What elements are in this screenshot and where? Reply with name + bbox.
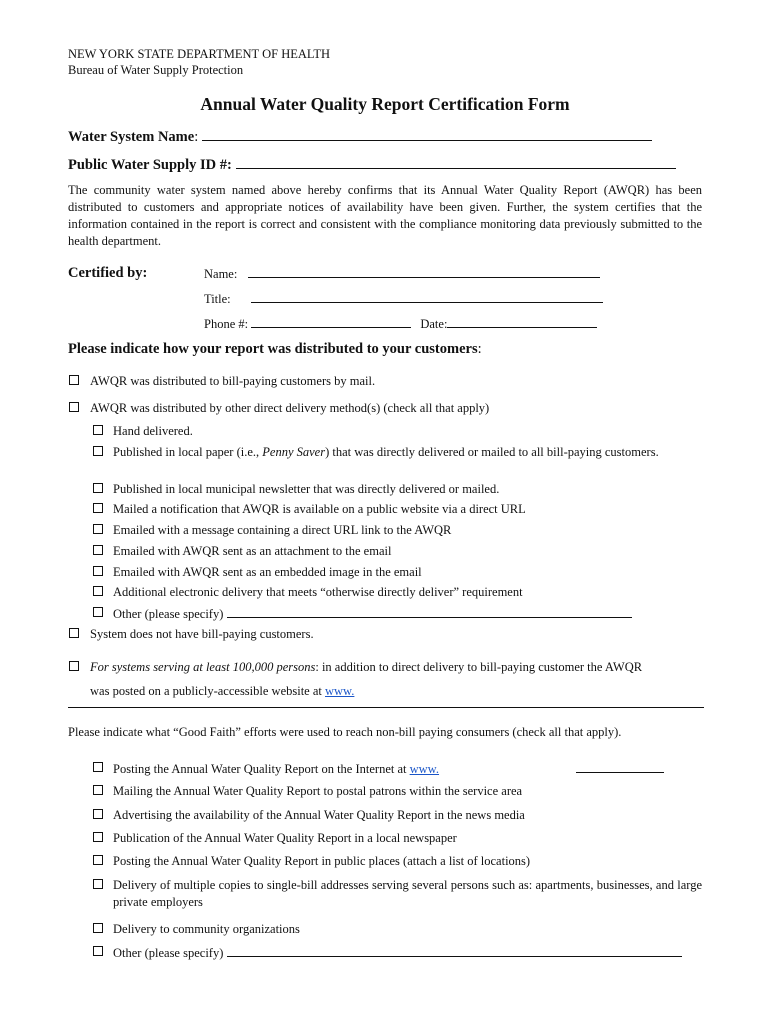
gf-newspaper-label: Publication of the Annual Water Quality Report in a local newspaper — [113, 831, 457, 845]
section-divider — [68, 707, 704, 708]
mail-checkbox[interactable] — [69, 375, 79, 385]
hand-delivered-label: Hand delivered. — [113, 424, 193, 438]
agency-name: NEW YORK STATE DEPARTMENT OF HEALTH — [68, 47, 331, 61]
gf-community-orgs-label: Delivery to community organizations — [113, 922, 300, 936]
large-systems-label: For systems serving at least 100,000 persons: in addition to direct delivery to bill-paying customer the AWQR — [90, 660, 643, 674]
phone-label: Phone #: — [204, 317, 249, 331]
large-systems-checkbox[interactable] — [69, 661, 79, 671]
date-label: Date: — [420, 317, 448, 331]
distribution-question: Please indicate how your report was distributed to your customers: — [68, 341, 482, 357]
additional-electronic-checkbox[interactable] — [93, 586, 103, 596]
bureau-name: Bureau of Water Supply Protection — [68, 63, 244, 77]
gf-other-field[interactable] — [227, 944, 682, 957]
mailed-notification-label: Mailed a notification that AWQR is available on a public website via a direct URL — [113, 502, 526, 516]
phone-date-row — [204, 315, 597, 332]
gf-internet-label: Posting the Annual Water Quality Report on the Internet at — [113, 762, 407, 776]
municipal-newsletter-label: Published in local municipal newsletter that was directly delivered or mailed. — [113, 482, 500, 496]
gf-multiple-copies-label: Delivery of multiple copies to single-bill addresses serving several persons such as: apartments, businesses, and large private employers — [113, 878, 702, 909]
title-field[interactable] — [251, 290, 603, 303]
name-label: Name: — [204, 267, 238, 281]
gf-postal-checkbox[interactable] — [93, 785, 103, 795]
gf-postal-label: Mailing the Annual Water Quality Report to postal patrons within the service area — [113, 784, 523, 798]
municipal-newsletter-checkbox[interactable] — [93, 483, 103, 493]
other-specify-field[interactable] — [227, 605, 632, 618]
gf-public-places-label: Posting the Annual Water Quality Report in public places (attach a list of locations) — [113, 854, 531, 868]
other-direct-option-label: AWQR was distributed by other direct delivery method(s) (check all that apply) — [90, 401, 490, 415]
website-url-field[interactable]: www. — [325, 684, 355, 698]
emailed-attachment-checkbox[interactable] — [93, 545, 103, 555]
local-paper-label: Published in local paper (i.e., Penny Saver) that was directly delivered or mailed to all bill-paying customers. — [113, 445, 659, 459]
no-bill-paying-checkbox[interactable] — [69, 628, 79, 638]
water-system-name-label: Water System Name — [68, 129, 195, 145]
gf-community-orgs-checkbox[interactable] — [93, 923, 103, 933]
other-direct-checkbox[interactable] — [69, 402, 79, 412]
good-faith-question: Please indicate what “Good Faith” efforts were used to reach non-bill paying consumers (check all that apply). — [68, 725, 622, 739]
certification-statement: The community water system named above hereby confirms that its Annual Water Quality Report (AWQR) has been distributed to customers and appropriate notices of availability have been given. Further, the system certifies that the information contained in the report is correct and consistent with the compliance monitoring data previously submitted to the health department. — [68, 183, 702, 248]
public-water-supply-id-field[interactable] — [236, 156, 676, 169]
hand-delivered-checkbox[interactable] — [93, 425, 103, 435]
gf-newspaper-checkbox[interactable] — [93, 832, 103, 842]
penny-saver-text: Penny Saver — [262, 445, 326, 459]
public-water-supply-id-row — [68, 156, 676, 174]
certified-by-heading: Certified by: — [68, 265, 148, 281]
gf-news-media-label: Advertising the availability of the Annual Water Quality Report in the news media — [113, 808, 525, 822]
gf-other-label: Other (please specify) — [113, 946, 224, 960]
other-specify-checkbox[interactable] — [93, 607, 103, 617]
title-label: Title: — [204, 292, 231, 306]
posted-website-row — [90, 683, 677, 700]
mailed-notification-checkbox[interactable] — [93, 503, 103, 513]
emailed-embedded-checkbox[interactable] — [93, 566, 103, 576]
mail-option-label: AWQR was distributed to bill-paying customers by mail. — [90, 374, 376, 388]
emailed-attachment-label: Emailed with AWQR sent as an attachment to the email — [113, 544, 392, 558]
emailed-embedded-label: Emailed with AWQR sent as an embedded image in the email — [113, 565, 422, 579]
gf-multiple-copies-checkbox[interactable] — [93, 879, 103, 889]
other-specify-row — [113, 605, 632, 623]
gf-other-row — [113, 944, 682, 962]
other-specify-label: Other (please specify) — [113, 607, 224, 621]
gf-internet-checkbox[interactable] — [93, 762, 103, 772]
date-field[interactable] — [447, 315, 597, 328]
public-water-supply-id-label: Public Water Supply ID #: — [68, 157, 232, 173]
phone-field[interactable] — [251, 315, 411, 328]
gf-internet-url-field[interactable]: www. — [409, 762, 440, 776]
gf-other-checkbox[interactable] — [93, 946, 103, 956]
additional-electronic-label: Additional electronic delivery that meets “otherwise directly deliver” requirement — [113, 585, 523, 599]
local-paper-checkbox[interactable] — [93, 446, 103, 456]
form-title: Annual Water Quality Report Certification Form — [200, 94, 570, 114]
name-row — [204, 265, 600, 282]
gf-news-media-checkbox[interactable] — [93, 809, 103, 819]
gf-public-places-checkbox[interactable] — [93, 855, 103, 865]
gf-internet-row — [113, 760, 664, 778]
name-field[interactable] — [248, 265, 600, 278]
posted-website-label: was posted on a publicly-accessible website at — [90, 684, 322, 698]
title-row — [204, 290, 603, 307]
water-system-name-field[interactable] — [202, 128, 652, 141]
water-system-name-row: Water System Name: — [68, 128, 652, 146]
emailed-url-label: Emailed with a message containing a direct URL link to the AWQR — [113, 523, 452, 537]
emailed-url-checkbox[interactable] — [93, 524, 103, 534]
no-bill-paying-label: System does not have bill-paying customers. — [90, 627, 314, 641]
